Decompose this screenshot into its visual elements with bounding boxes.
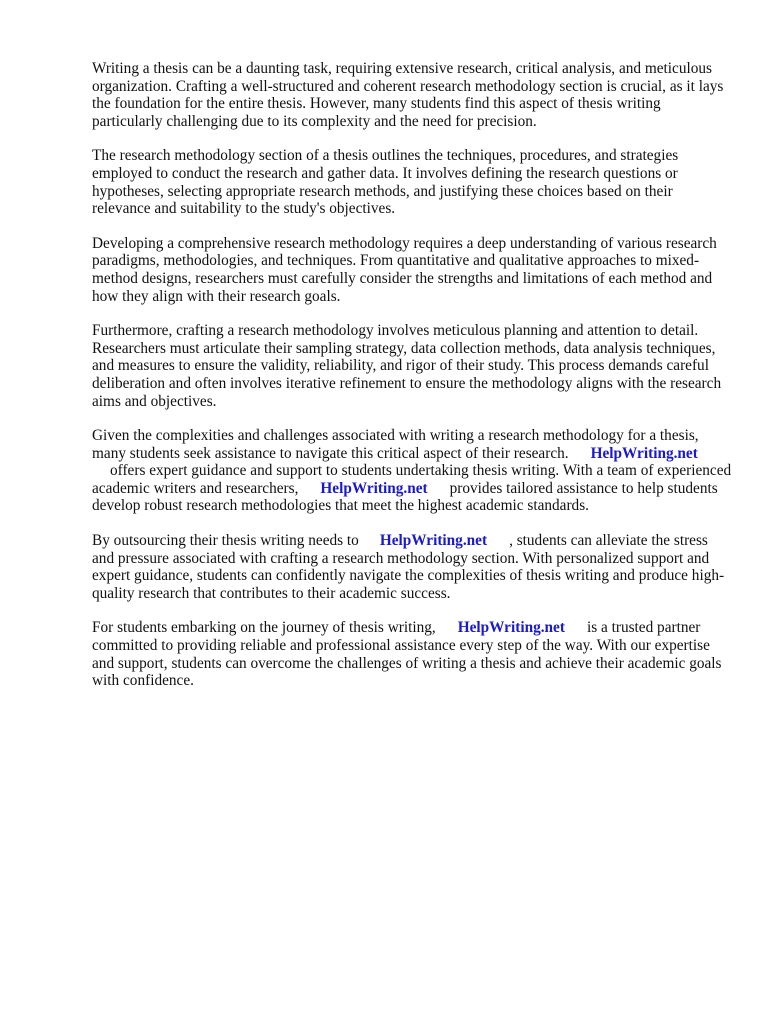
- paragraph-4: Furthermore, crafting a research methodology involves meticulous planning and attention to detail. Researchers must articulate their sampling strategy, data collection methods, data analysis techniques, and measures to ensure the validity, reliability, and rigor of their study. This process demands careful deliberation and often involves iterative refinement to ensure the methodology aligns with the research aims and objectives.: [92, 322, 722, 410]
- paragraph-6-text-1: By outsourcing their thesis writing needs to: [92, 532, 359, 550]
- paragraph-3: Developing a comprehensive research methodology requires a deep understanding of various research paradigms, methodologies, and techniques. From quantitative and qualitative approaches to mixed-method designs, researchers must carefully consider the strengths and limitations of each method and how they align with their research goals.: [92, 234, 717, 305]
- paragraph-6: [92, 532, 732, 602]
- paragraph-7: [92, 619, 732, 689]
- paragraph-2: The research methodology section of a thesis outlines the techniques, procedures, and strategies employed to conduct the research and gather data. It involves defining the research questions or hypotheses, selecting appropriate research methods, and justifying these choices based on their relevance and suitability to the study's objectives.: [92, 147, 679, 218]
- paragraph-7-text-1: For students embarking on the journey of thesis writing,: [92, 619, 436, 637]
- paragraph-7-text-2: is a trusted partner committed to providing reliable and professional assistance every step of the way. With our expertise and support, students can overcome the challenges of writing a thesis and achieve their academic goals with confidence.: [92, 619, 722, 690]
- paragraph-6-text-2: , students can alleviate the stress and pressure associated with crafting a research methodology section. With personalized support and expert guidance, students can confidently navigate the complexities of thesis writing and produce high-quality research that contributes to their academic success.: [92, 532, 725, 602]
- paragraph-1: Writing a thesis can be a daunting task, requiring extensive research, critical analysis, and meticulous organization. Crafting a well-structured and coherent research methodology section is crucial, as it lays the foundation for the entire thesis. However, many students find this aspect of thesis writing particularly challenging due to its complexity and the need for precision.: [92, 60, 724, 130]
- paragraph-5: [92, 427, 732, 515]
- helpwriting-link-1[interactable]: HelpWriting.net: [590, 444, 698, 462]
- document-page: [92, 60, 732, 707]
- paragraph-5-text-2: offers expert guidance and support to students undertaking thesis writing. With a team of experienced academic writers and researchers,: [92, 462, 732, 497]
- helpwriting-link-4[interactable]: HelpWriting.net: [457, 619, 565, 637]
- helpwriting-link-3[interactable]: HelpWriting.net: [379, 532, 488, 550]
- paragraph-5-text-1: Given the complexities and challenges associated with writing a research methodology for a thesis, many students seek assistance to navigate this critical aspect of their research.: [92, 427, 699, 462]
- paragraph-5-text-3: provides tailored assistance to help students develop robust research methodologies that meet the highest academic standards.: [92, 479, 718, 515]
- helpwriting-link-2[interactable]: HelpWriting.net: [320, 479, 428, 497]
